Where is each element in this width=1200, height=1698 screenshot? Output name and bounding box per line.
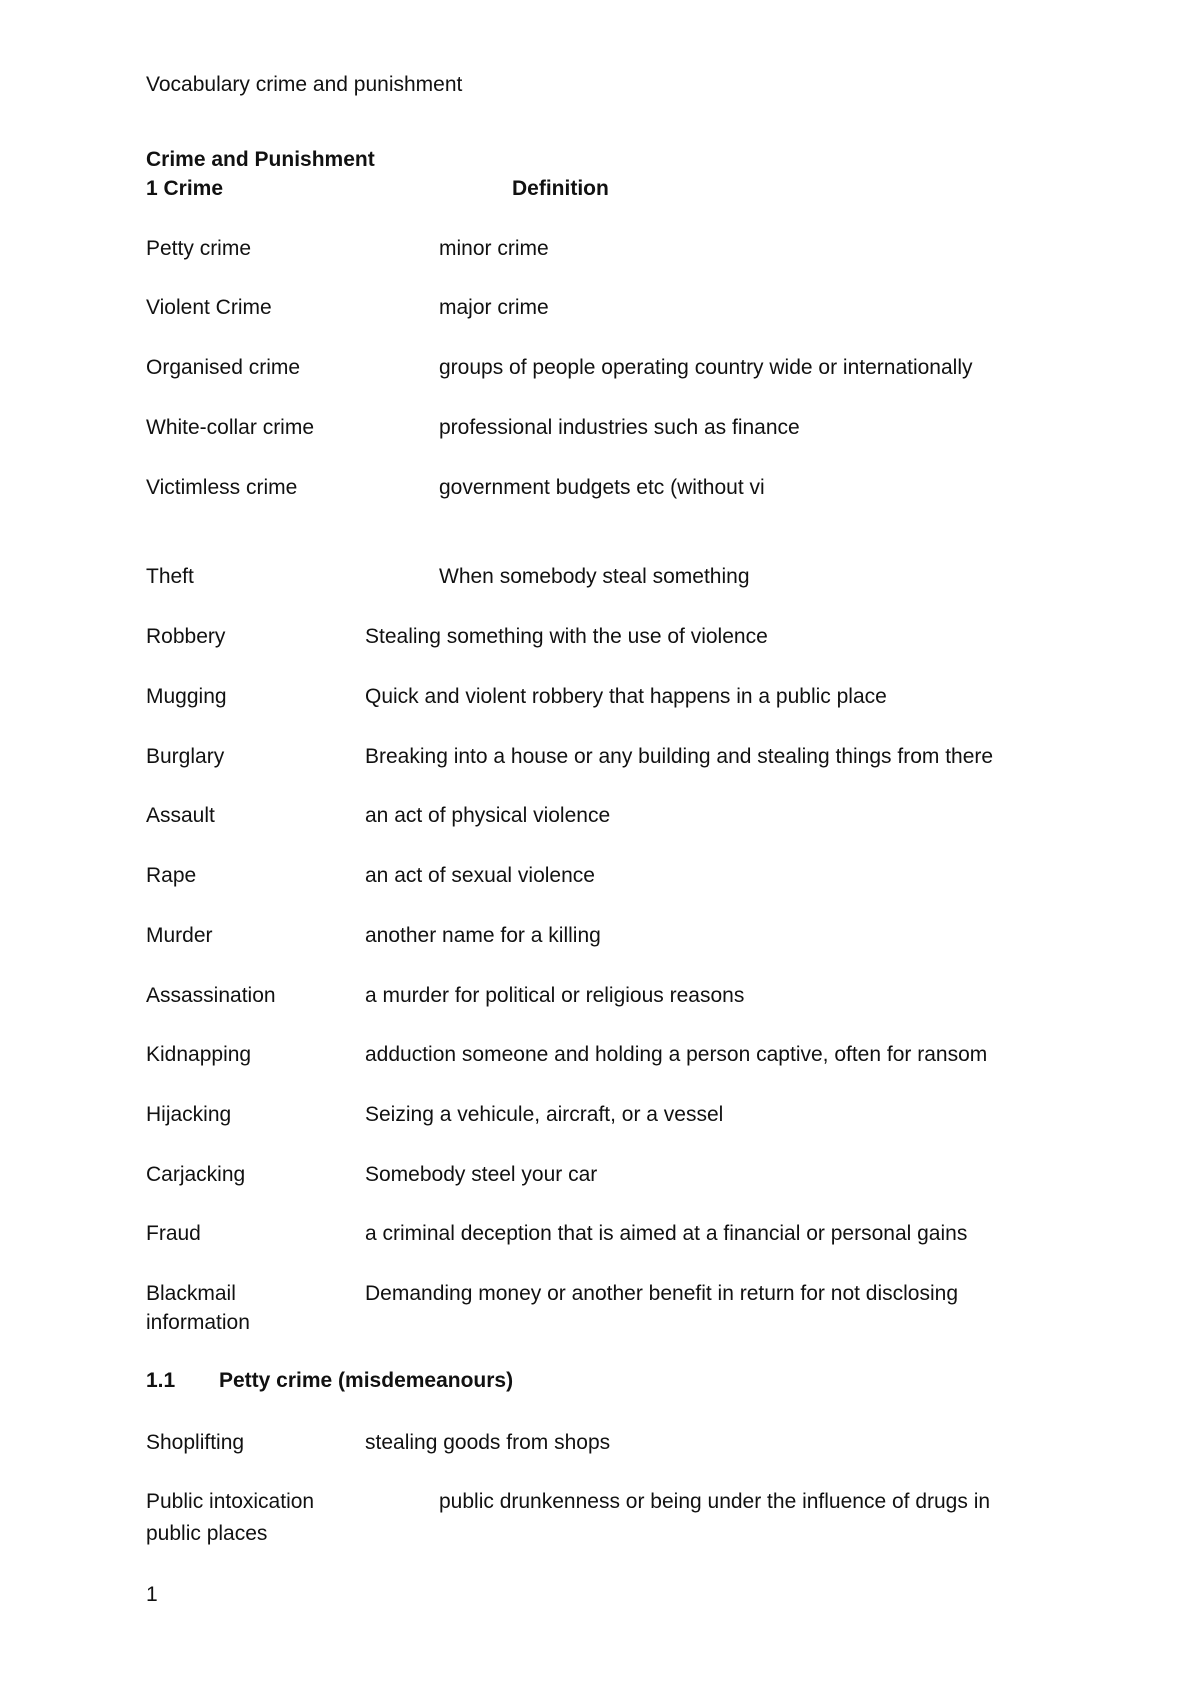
- vocab-term: Assault: [146, 804, 215, 827]
- page-number: 1: [146, 1583, 158, 1606]
- vocab-row: [146, 864, 1086, 892]
- vocab-term: Theft: [146, 565, 194, 588]
- vocab-definition: major crime: [439, 296, 549, 319]
- vocab-row: [146, 356, 1086, 384]
- vocab-definition: Stealing something with the use of violence: [365, 625, 768, 648]
- vocab-term: Mugging: [146, 685, 227, 708]
- vocab-row: [146, 296, 1086, 324]
- vocab-row: [146, 1043, 1086, 1071]
- vocab-definition: Quick and violent robbery that happens in a public place: [365, 685, 887, 708]
- vocab-definition: Demanding money or another benefit in return for not disclosing: [365, 1282, 959, 1305]
- vocab-definition: an act of physical violence: [365, 804, 611, 827]
- subsection-title: Petty crime (misdemeanours): [219, 1369, 514, 1392]
- vocab-row: [146, 924, 1086, 952]
- document-header: Vocabulary crime and punishment: [146, 73, 463, 96]
- vocab-definition: a murder for political or religious reasons: [365, 984, 745, 1007]
- vocab-term: Murder: [146, 924, 213, 947]
- vocab-definition: adduction someone and holding a person captive, often for ransom: [365, 1043, 988, 1066]
- vocab-term-continuation: information: [146, 1311, 250, 1334]
- vocab-definition: public drunkenness or being under the influence of drugs in: [439, 1490, 991, 1513]
- section-title: Crime and Punishment: [146, 148, 375, 171]
- vocab-definition: government budgets etc (without vi: [439, 476, 765, 499]
- vocab-term: Petty crime: [146, 237, 252, 260]
- vocab-row: [146, 625, 1086, 653]
- vocab-term: Hijacking: [146, 1103, 232, 1126]
- vocab-row: [146, 745, 1086, 773]
- vocab-term: Shoplifting: [146, 1431, 245, 1454]
- vocab-row: [146, 1490, 1086, 1550]
- vocab-row: [146, 1222, 1086, 1250]
- column-header-definition: Definition: [512, 177, 609, 200]
- vocab-term: Victimless crime: [146, 476, 298, 499]
- vocab-row: [146, 1103, 1086, 1131]
- vocab-row: [146, 476, 1086, 504]
- vocab-term: Robbery: [146, 625, 226, 648]
- vocab-definition: another name for a killing: [365, 924, 601, 947]
- vocab-row: [146, 804, 1086, 832]
- vocab-definition: professional industries such as finance: [439, 416, 800, 439]
- vocab-term: Public intoxication: [146, 1490, 315, 1513]
- vocab-term: Assassination: [146, 984, 276, 1007]
- column-header-term: 1 Crime: [146, 177, 224, 200]
- vocab-definition: a criminal deception that is aimed at a financial or personal gains: [365, 1222, 968, 1245]
- vocab-term: Carjacking: [146, 1163, 246, 1186]
- vocab-row: [146, 416, 1086, 444]
- vocab-term: Organised crime: [146, 356, 301, 379]
- vocab-row: [146, 685, 1086, 713]
- subsection-number: 1.1: [146, 1369, 176, 1392]
- vocab-term: Fraud: [146, 1222, 201, 1245]
- vocab-term: Violent Crime: [146, 296, 272, 319]
- vocab-row: [146, 1282, 1086, 1340]
- vocab-definition: Somebody steel your car: [365, 1163, 598, 1186]
- vocab-definition: stealing goods from shops: [365, 1431, 611, 1454]
- subsection-heading: [146, 1369, 513, 1393]
- vocab-term: White-collar crime: [146, 416, 315, 439]
- vocab-term: Rape: [146, 864, 197, 887]
- vocab-term: Burglary: [146, 745, 225, 768]
- vocab-definition: Breaking into a house or any building and stealing things from there: [365, 745, 994, 768]
- vocab-definition: When somebody steal something: [439, 565, 750, 588]
- vocab-row: [146, 1431, 1086, 1459]
- vocab-definition: Seizing a vehicule, aircraft, or a vessel: [365, 1103, 724, 1126]
- vocab-definition: minor crime: [439, 237, 549, 260]
- vocab-term: Blackmail: [146, 1282, 236, 1305]
- vocab-term-continuation: public places: [146, 1522, 268, 1545]
- vocab-definition: an act of sexual violence: [365, 864, 595, 887]
- vocab-term: Kidnapping: [146, 1043, 252, 1066]
- vocab-row: [146, 984, 1086, 1012]
- vocab-row: [146, 1163, 1086, 1191]
- vocab-row: [146, 565, 1086, 593]
- vocab-definition: groups of people operating country wide or internationally: [439, 356, 973, 379]
- vocab-row: [146, 237, 1086, 265]
